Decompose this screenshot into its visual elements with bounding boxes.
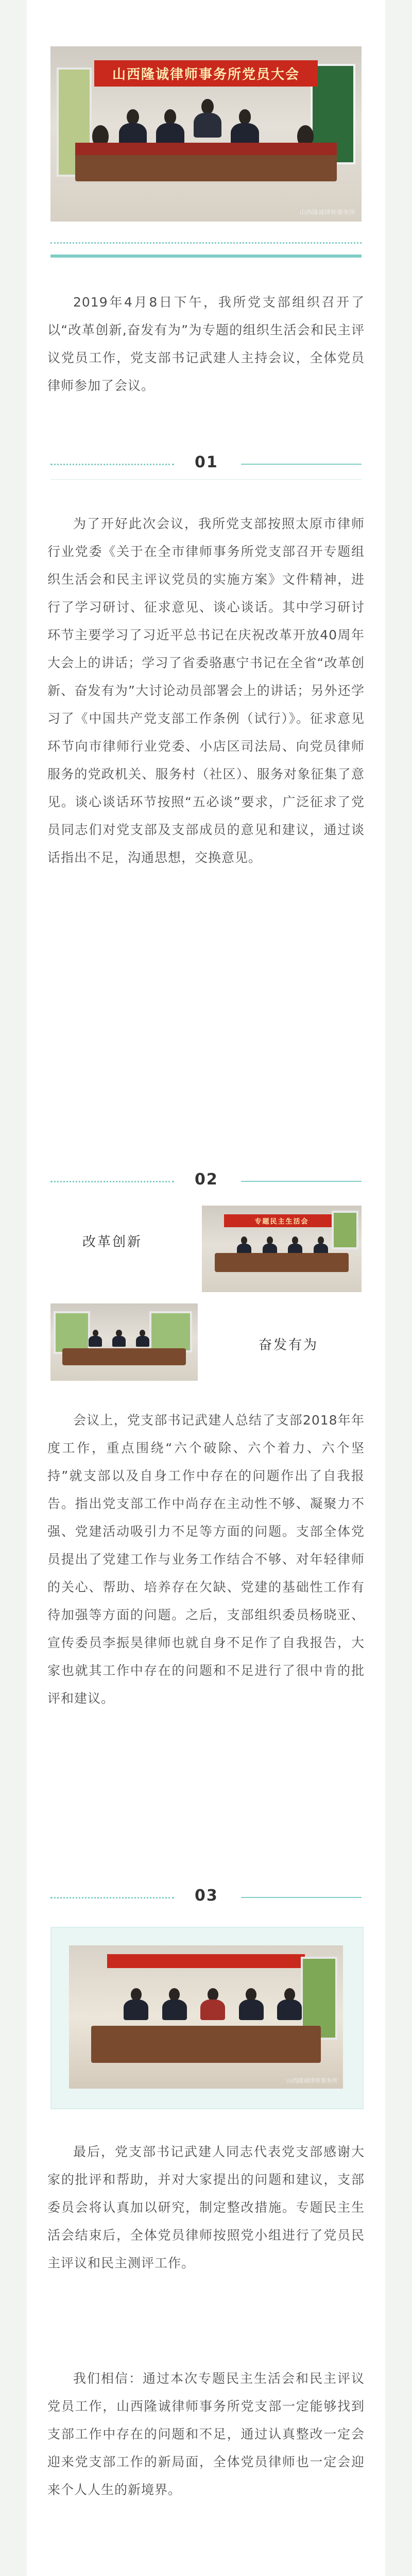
section-02-line (241, 1181, 362, 1182)
section-03-paragraph-1: 最后，党支部书记武建人同志代表党支部感谢大家的批评和帮助，并对大家提出的问题和建议，支部委员会将认真加以研究，制定整改措施。专题民主生活会结束后，全体党员律师按照党小组进行了党员民主评议和民主测评工作。 (47, 2144, 365, 2270)
hero-banner: 山西隆诚律师事务所党员大会 (94, 60, 318, 87)
section-01-underline (50, 479, 362, 480)
section-01-paragraph: 为了开好此次会议，我所党支部按照太原市律师行业党委《关于在全市律师事务所党支部召开专题组织生活会和民主评议党员的实施方案》文件精神，进行了学习研讨、征求意见、谈心谈话。其中学习研讨环节主要学习了习近平总书记在庆祝改革开放40周年大会上的讲话；学习了省委骆惠宁书记在全省“改革创新、奋发有为”大讨论动员部署会上的讲话；另外还学习了《中国共产党支部工作条例（试行）》。征求意见环节向市律师行业党委、小店区司法局、向党员律师服务的党政机关、服务村（社区）、服务对象征集了意见。谈心谈话环节按照“五必谈”要求，广泛征求了党员同志们对党支部及支部成员的意见和建议，通过谈话指出不足，沟通思想，交换意见。 (47, 516, 365, 865)
section-01-dots (50, 464, 174, 465)
section-01-line (241, 464, 362, 465)
section-03-paragraph-2: 我们相信：通过本次专题民主生活会和民主评议党员工作，山西隆诚律师事务所党支部一定能够找到支部工作中存在的问题和不足，通过认真整改一定会迎来党支部工作的新局面，全体党员律师也一定会迎来个人人生的新境界。 (47, 2371, 365, 2497)
section-02-paragraph: 会议上，党支部书记武建人总结了支部2018年年度工作，重点围绕“六个破除、六个着力、六个坚持”就支部以及自身工作中存在的问题作出了自我报告。指出党支部工作中尚存在主动性不够、凝聚力不强、党建活动吸引力不足等方面的问题。支部全体党员提出了党建工作与业务工作结合不够、对年轻律师的关心、帮助、培养存在欠缺、党建的基础性工作有待加强等方面的问题。之后，支部组织委员杨晓亚、宣传委员李振昊律师也就自身不足作了自我报告，大家也就其工作中存在的问题和不足进行了很中肯的批评和建议。 (47, 1413, 365, 1706)
section-03-dots (50, 1897, 174, 1899)
hero-divider-line (50, 255, 362, 258)
mid-banner: 专题民主生活会 (224, 1214, 339, 1227)
section-02-number: 02 (195, 1171, 218, 1189)
hero-divider-dots (50, 242, 362, 244)
meeting-photo-left (50, 1303, 198, 1381)
section-03-photo (69, 1945, 343, 2089)
caption-reform-innovation: 改革创新 (82, 1234, 143, 1250)
caption-forge-ahead: 奋发有为 (259, 1337, 319, 1353)
intro-paragraph: 2019年4月8日下午，我所党支部组织召开了以“改革创新,奋发有为”为专题的组织生活会和民主评议党员工作，党支部书记武建人主持会议，全体党员律师参加了会议。 (47, 295, 365, 393)
hero-photo (50, 46, 362, 222)
meeting-photo-right (202, 1206, 362, 1292)
section-02-dots (50, 1181, 174, 1182)
section-01-number: 01 (195, 453, 218, 471)
section-03-number: 03 (195, 1887, 218, 1905)
hero-watermark: 山西隆诚律师事务所 (299, 208, 355, 216)
section-03-line (241, 1897, 362, 1898)
section-03-watermark: 山西隆诚律师事务所 (286, 2077, 338, 2084)
